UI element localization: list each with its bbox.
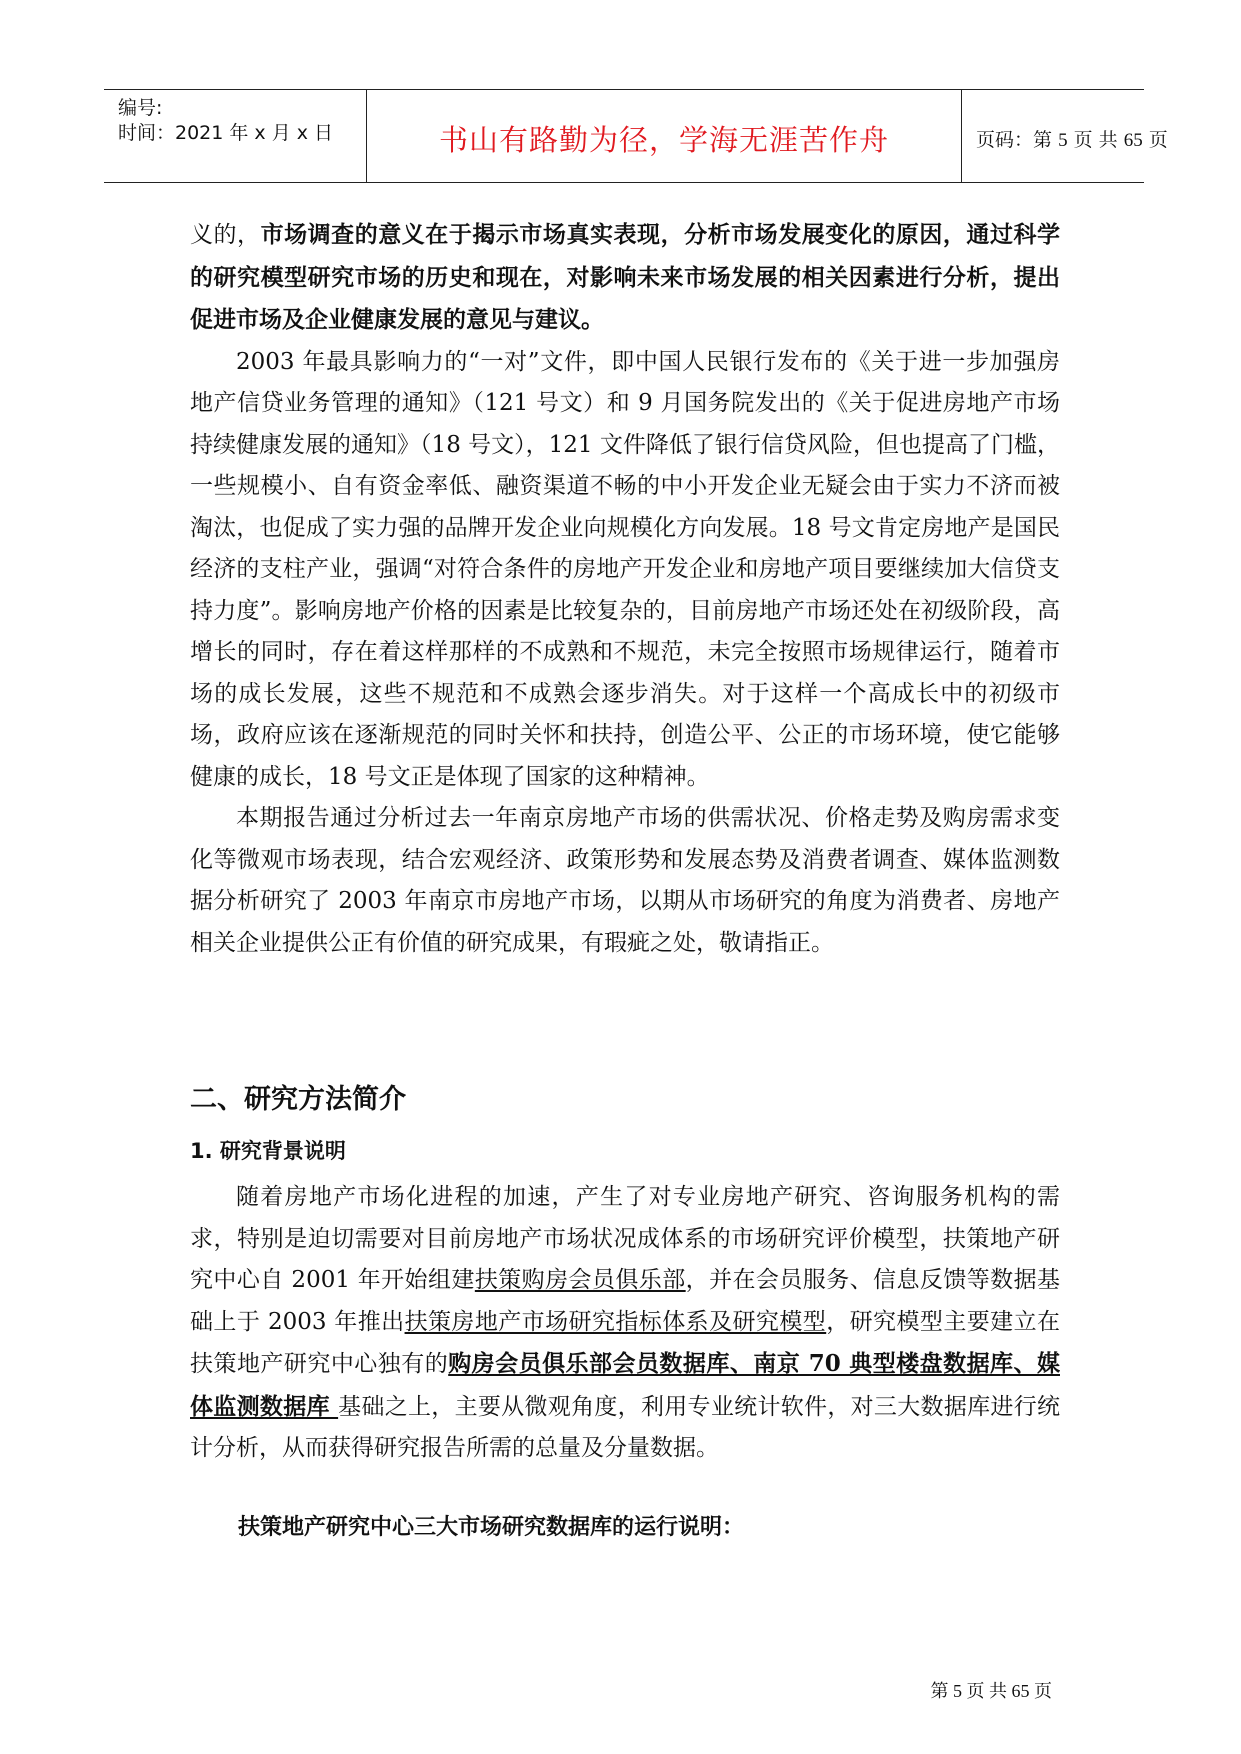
doc-number-label: 编号: bbox=[118, 97, 163, 119]
header-left-cell bbox=[118, 90, 364, 182]
section-heading: 二、研究方法简介 bbox=[190, 1084, 406, 1115]
header-motto: 书山有路勤为径，学海无涯苦作舟 bbox=[438, 123, 889, 157]
paragraph-4-c: ，研究模型主要建立在扶策地产研究中心独有的 bbox=[190, 1308, 1061, 1377]
paragraph-2: 2003 年最具影响力的“一对”文件，即中国人民银行发布的《关于进一步加强房地产信贷业务管理的通知》（121 号文）和 9 月国务院发出的《关于促进房地产市场持续健康发展的通知》（18 号文），121 文件降低了银行信贷风险，但也提高了门槛，一些规模小、自有资金率低、融资渠道不畅的中小开发企业无疑会由于实力不济而被淘汰，也促成了实力强的品牌开发企业向规模化方向发展。18 号文肯定房地产是国民经济的支柱产业，强调“对符合条件的房地产开发企业和房地产项目要继续加大信贷支持力度”。影响房地产价格的因素是比较复杂的，目前房地产市场还处在初级阶段，高增长的同时，存在着这样那样的不成熟和不规范，未完全按照市场规律运行，随着市场的成长发展，这些不规范和不成熟会逐步消失。对于这样一个高成长中的初级市场，政府应该在逐渐规范的同时关怀和扶持，创造公平、公正的市场环境，使它能够健康的成长，18 号文正是体现了国家的这种精神。 bbox=[190, 348, 1060, 790]
page-current: 5 bbox=[1058, 130, 1068, 151]
page-suffix: 页 bbox=[1148, 129, 1168, 151]
paragraph-4-a: 随着房地产市场化进程的加速，产生了对专业房地产研究、咨询服务机构的需求，特别是迫切需要对目前房地产市场状况成体系的市场研究评价模型，扶策地产研究中心自 2001 年开始组建 bbox=[190, 1184, 1060, 1293]
section-1-body bbox=[190, 214, 1060, 964]
link-index-system: 扶策房地产市场研究指标体系及研究模型 bbox=[404, 1308, 827, 1335]
footer-total: 65 bbox=[1011, 1681, 1030, 1701]
footer-mid: 页 共 bbox=[966, 1681, 1007, 1701]
header-right-cell bbox=[966, 90, 1168, 182]
footer-suffix: 页 bbox=[1034, 1681, 1052, 1701]
header-middle-cell bbox=[366, 90, 962, 182]
page-mid: 页 共 bbox=[1073, 129, 1118, 151]
paragraph-1-bold: 市场调查的意义在于揭示市场真实表现，分析市场发展变化的原因，通过科学的研究模型研究市场的历史和现在，对影响未来市场发展的相关因素进行分析，提出促进市场及企业健康发展的意见与建议。 bbox=[190, 221, 1061, 333]
paragraph-3: 本期报告通过分析过去一年南京房地产市场的供需状况、价格走势及购房需求变化等微观市场表现，结合宏观经济、政策形势和发展态势及消费者调查、媒体监测数据分析研究了 2003 年南京市房地产市场，以期从市场研究的角度为消费者、房地产相关企业提供公正有价值的研究成果，有瑕疵之处，敬请指正。 bbox=[190, 805, 1060, 956]
header-page-indicator bbox=[976, 125, 1168, 152]
paragraph-4 bbox=[190, 1177, 1060, 1470]
footer-prefix: 第 bbox=[930, 1681, 949, 1701]
databases-subtitle: 扶策地产研究中心三大市场研究数据库的运行说明： bbox=[238, 1515, 745, 1540]
page-prefix: 页码：第 bbox=[976, 129, 1053, 151]
link-databases: 购房会员俱乐部会员数据库、南京 70 典型楼盘数据库、媒体监测数据库 bbox=[190, 1350, 1060, 1420]
page-header bbox=[104, 89, 1168, 183]
paragraph-4-b: ，并在会员服务、信息反馈等数据基础上于 2003 年推出 bbox=[190, 1267, 1061, 1335]
page-footer bbox=[931, 1677, 1053, 1703]
doc-date-label: 时间：2021 年 x 月 x 日 bbox=[118, 122, 334, 144]
paragraph-1 bbox=[190, 214, 1060, 342]
link-member-club: 扶策购房会员俱乐部 bbox=[474, 1267, 686, 1293]
paragraph-4-d: 基础之上，主要从微观角度，利用专业统计软件，对三大数据库进行统计分析，从而获得研究报告所需的总量及分量数据。 bbox=[190, 1393, 1060, 1461]
footer-current: 5 bbox=[953, 1681, 962, 1701]
section-2-body bbox=[190, 1177, 1060, 1470]
paragraph-1-start: 义的， bbox=[190, 222, 261, 248]
subsection-heading: 1. 研究背景说明 bbox=[190, 1139, 346, 1163]
page-total: 65 bbox=[1123, 130, 1143, 151]
